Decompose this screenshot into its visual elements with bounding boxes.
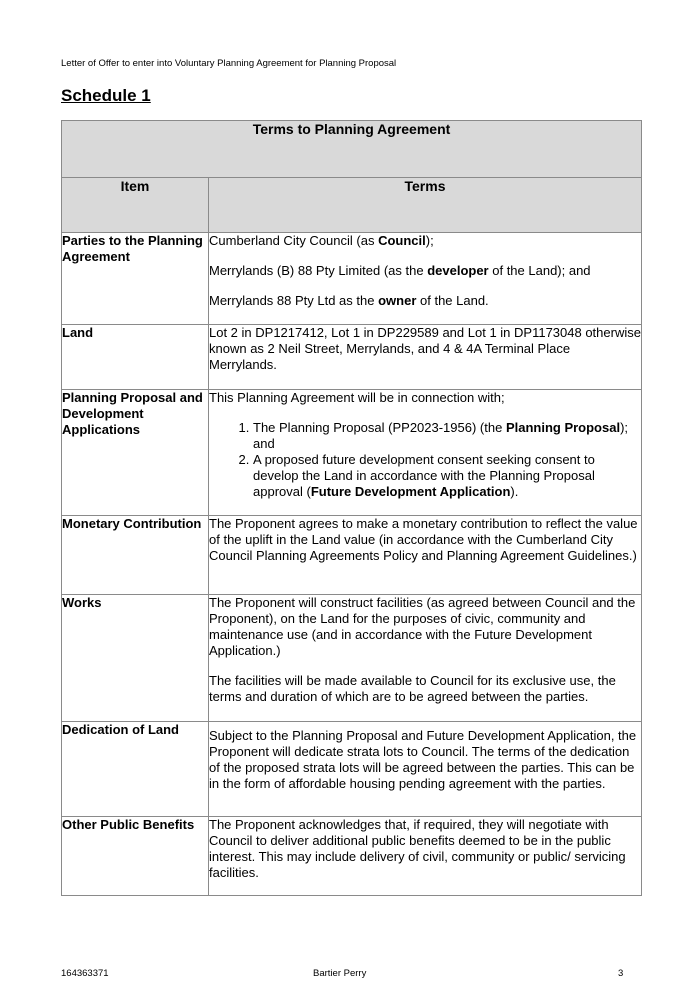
table-row-parties — [62, 233, 642, 325]
text-run: ); and — [253, 420, 629, 451]
terms-cell — [209, 325, 642, 390]
terms-text: The Proponent acknowledges that, if required, they will negotiate with Council to deliver additional public benefits deemed to be in the public interest. This may include delivery of civil, community or public/ servicing facilities. — [209, 817, 626, 880]
column-header-terms: Terms — [209, 178, 642, 233]
table-row-land — [62, 325, 642, 390]
text-run: Cumberland City Council (as — [209, 233, 379, 248]
terms-paragraph: The Proponent will construct facilities (as agreed between Council and the Proponent), on the Land for the purposes of civic, community and maintenance use (and in accordance with the Future Development Application.) — [209, 595, 636, 658]
item-label: Other Public Benefits — [62, 817, 209, 896]
item-label: Planning Proposal and Development Applications — [62, 390, 209, 516]
text-run: The Planning Proposal (PP2023-1956) (the — [253, 420, 506, 435]
terms-cell — [209, 722, 642, 817]
table-row-works — [62, 595, 642, 722]
defined-term: Council — [378, 233, 426, 248]
column-header-item: Item — [62, 178, 209, 233]
footer-firm-name: Bartier Perry — [313, 968, 367, 979]
terms-text: Lot 2 in DP1217412, Lot 1 in DP229589 and Lot 1 in DP1173048 otherwise known as 2 Neil Street, Merrylands, and 4 & 4A Terminal Place Merrylands. — [209, 325, 641, 372]
text-run: of the Land. — [416, 293, 489, 308]
defined-term: Planning Proposal — [505, 420, 621, 435]
table-row-dedication — [62, 722, 642, 817]
table-header-row — [62, 178, 642, 233]
running-header: Letter of Offer to enter into Voluntary Planning Agreement for Planning Proposal — [61, 58, 397, 69]
table-title: Terms to Planning Agreement — [62, 121, 642, 178]
text-run: A proposed future development consent seeking consent to develop the Land in accordance with the Planning Proposal approval ( — [253, 452, 595, 499]
table-row-monetary — [62, 516, 642, 595]
terms-cell — [209, 390, 642, 516]
footer-doc-number: 164363371 — [61, 968, 109, 979]
terms-paragraph: The facilities will be made available to Council for its exclusive use, the terms and duration of which are to be agreed between the parties. — [209, 673, 616, 704]
terms-paragraph — [209, 293, 641, 309]
text-run: of the Land); and — [488, 263, 591, 278]
terms-paragraph — [209, 233, 641, 249]
text-run: Merrylands 88 Pty Ltd as the — [209, 293, 379, 308]
terms-cell — [209, 595, 642, 722]
terms-text: The Proponent agrees to make a monetary contribution to reflect the value of the uplift in the Land value (in accordance with the Cumberland City Council Planning Agreements Policy and Planning Agreement Guidelines.) — [209, 516, 638, 563]
terms-cell — [209, 516, 642, 595]
schedule-title: Schedule 1 — [61, 86, 151, 105]
terms-table — [61, 120, 642, 896]
list-item — [253, 420, 641, 452]
table-title-row — [62, 121, 642, 178]
text-run: Merrylands (B) 88 Pty Limited (as the — [209, 263, 428, 278]
item-label: Dedication of Land — [62, 722, 209, 817]
terms-paragraph — [209, 263, 641, 279]
terms-cell — [209, 233, 642, 325]
item-label: Land — [62, 325, 209, 390]
terms-text: Subject to the Planning Proposal and Future Development Application, the Proponent will dedicate strata lots to Council. The terms of the dedication of the proposed strata lots will be agreed between the parties. This can be in the form of affordable housing pending agreement with the parties. — [209, 728, 637, 791]
terms-text: This Planning Agreement will be in connection with; — [209, 390, 505, 405]
table-row-other — [62, 817, 642, 896]
defined-term: owner — [378, 293, 417, 308]
item-label: Monetary Contribution — [62, 516, 209, 595]
item-label: Parties to the Planning Agreement — [62, 233, 209, 325]
terms-cell — [209, 817, 642, 896]
footer-page-number: 3 — [618, 968, 624, 979]
list-item — [253, 452, 641, 500]
defined-term: developer — [427, 263, 489, 278]
text-run: ); — [425, 233, 434, 248]
item-label: Works — [62, 595, 209, 722]
table-row-planning — [62, 390, 642, 516]
numbered-list — [209, 420, 641, 500]
defined-term: Future Development Application — [310, 484, 511, 499]
text-run: ). — [510, 484, 519, 499]
